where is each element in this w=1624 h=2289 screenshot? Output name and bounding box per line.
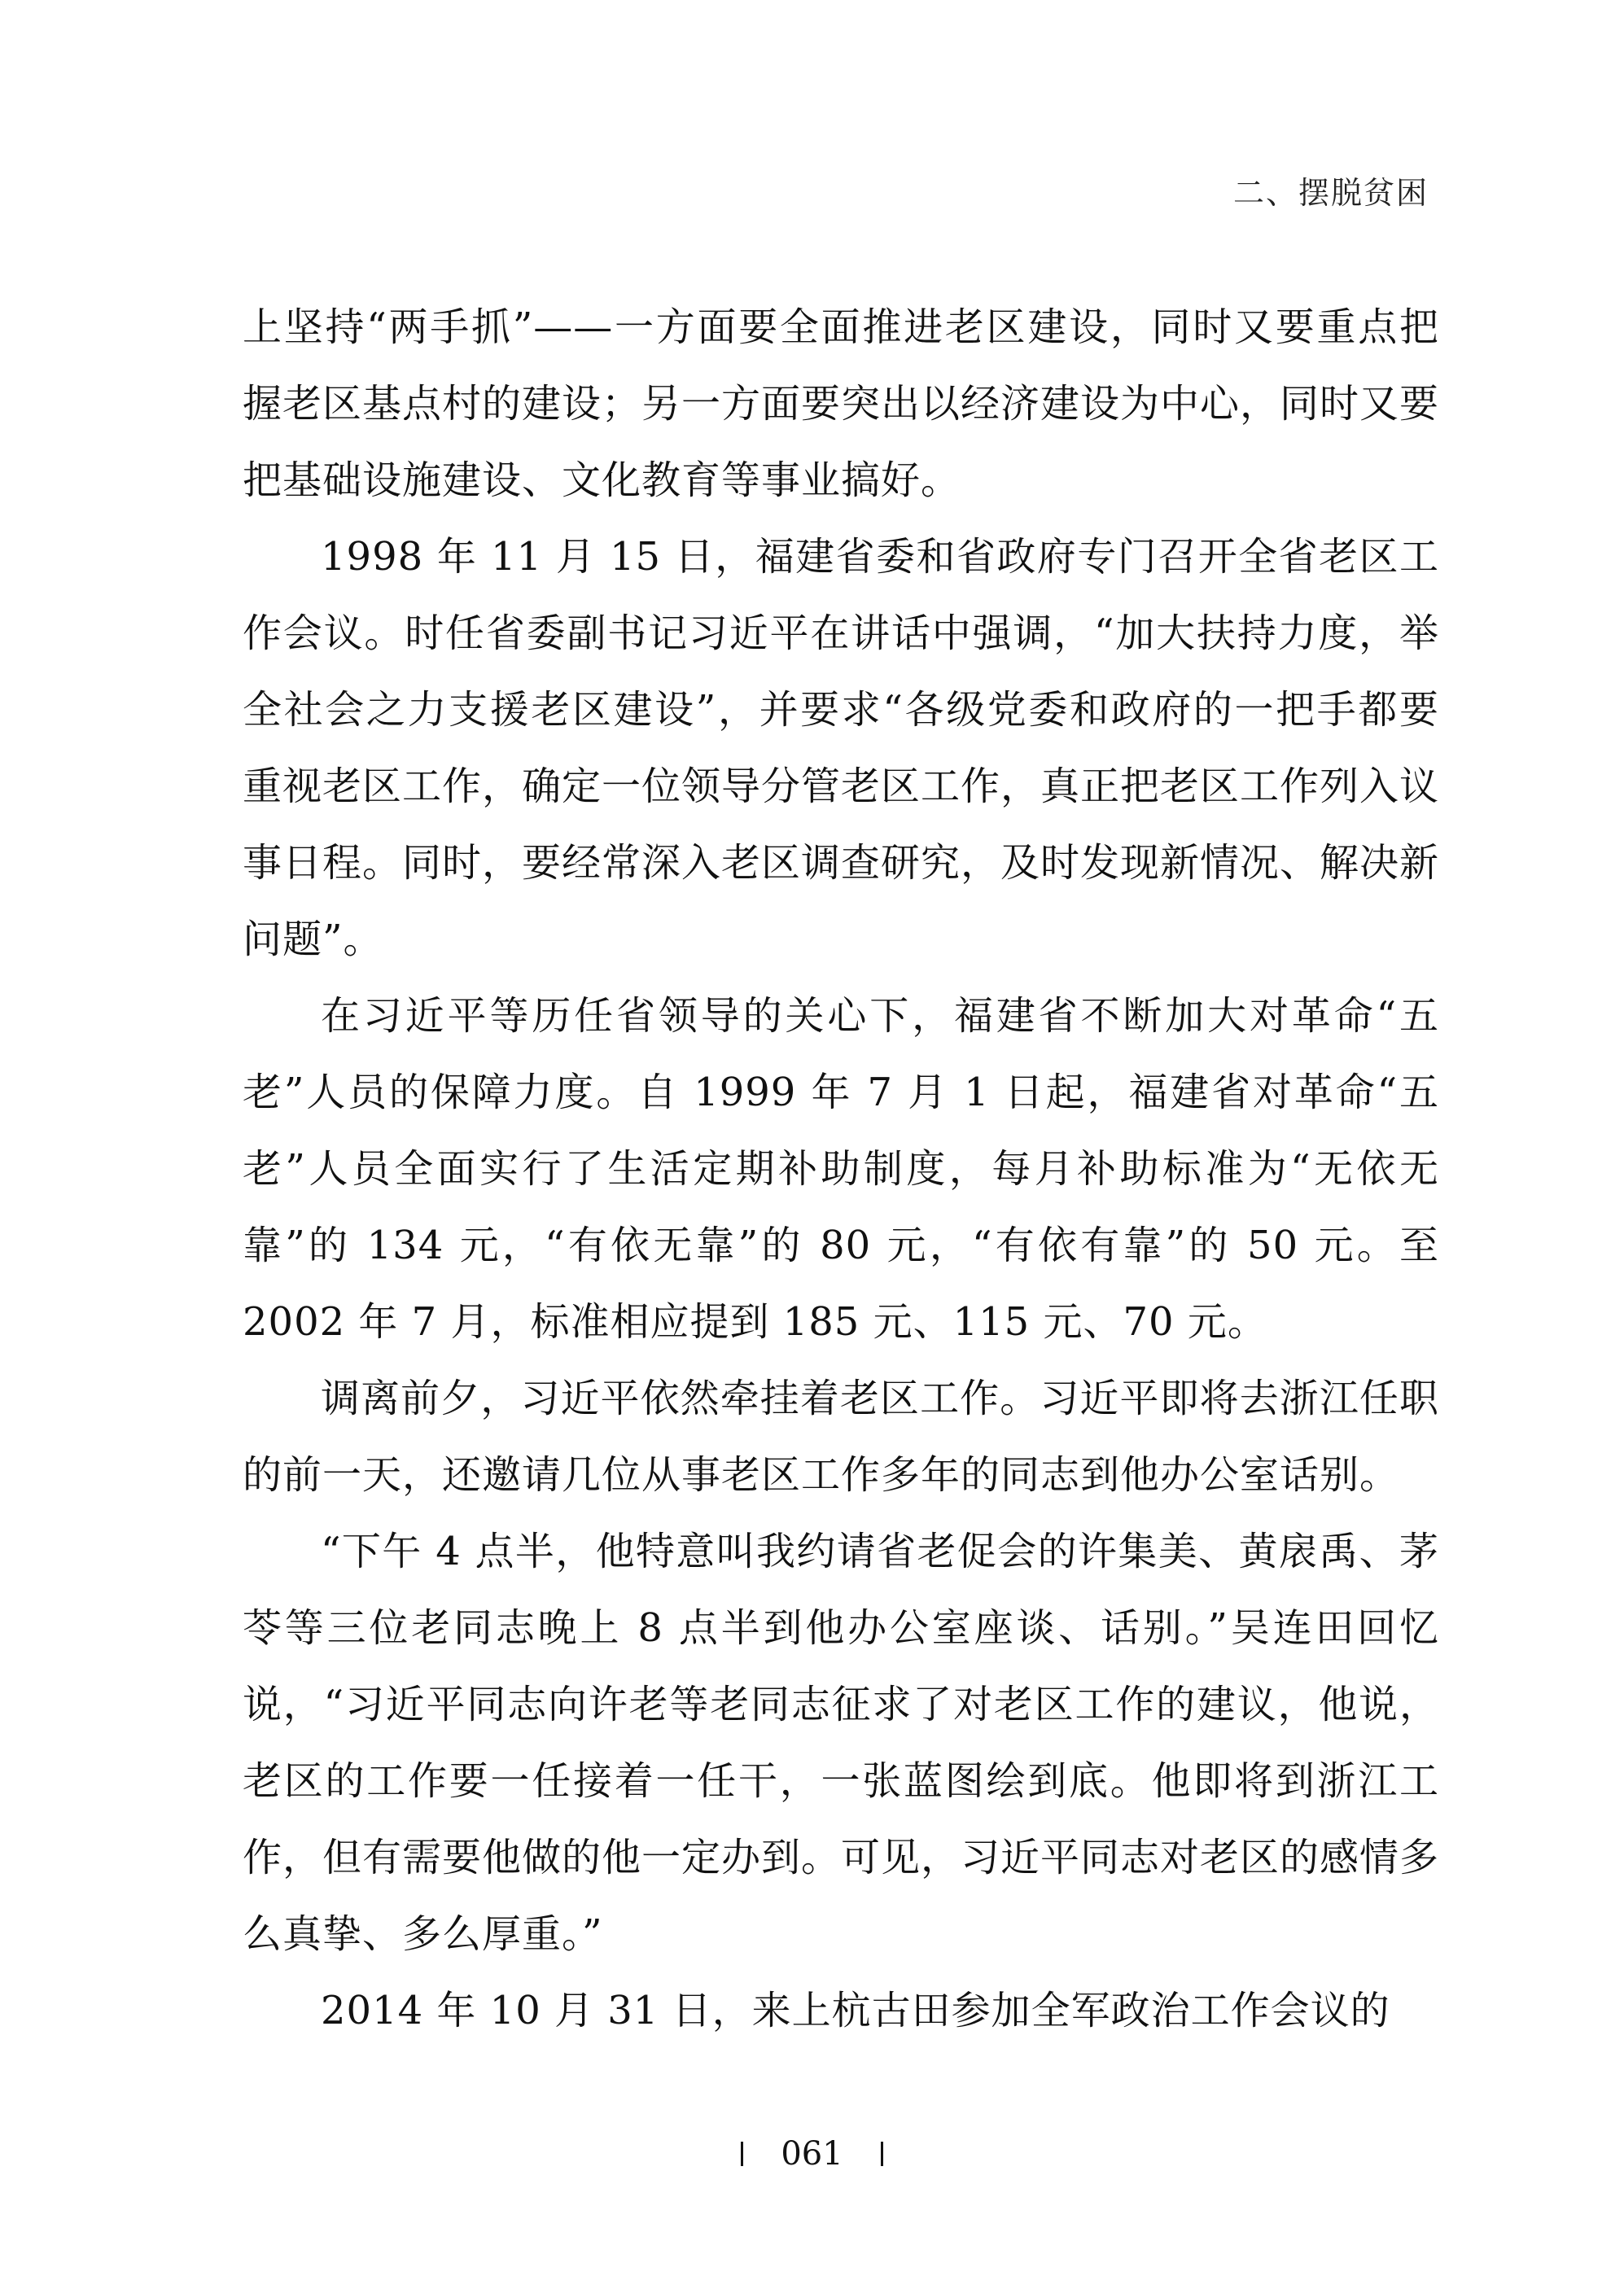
page-number-right-rule xyxy=(881,2142,883,2166)
paragraph: 1998 年 11 月 15 日，福建省委和省政府专门召开全省老区工作会议。时任省委副书记习近平在讲话中强调，“加大扶持力度，举全社会之力支援老区建设”，并要求“各级党委和政府的一把手都要重视老区工作，确定一位领导分管老区工作，真正把老区工作列入议事日程。同时，要经常深入老区调查研究，及时发现新情况、解决新问题”。 xyxy=(243,534,1440,962)
page-footer xyxy=(0,2133,1624,2173)
paragraph: 2014 年 10 月 31 日，来上杭古田参加全军政治工作会议的 xyxy=(321,1988,1390,2033)
page-number: 061 xyxy=(781,2135,843,2173)
paragraph: 调离前夕，习近平依然牵挂着老区工作。习近平即将去浙江任职的前一天，还邀请几位从事老区工作多年的同志到他办公室话别。 xyxy=(243,1376,1439,1498)
page-number-left-rule xyxy=(741,2142,743,2166)
paragraph: “下午 4 点半，他特意叫我约请省老促会的许集美、黄扆禹、茅苓等三位老同志晚上 8 点半到他办公室座谈、话别。”吴连田回忆说，“习近平同志向许老等老同志征求了对老区工作的建议，他说，老区的工作要一任接着一任干，一张蓝图绘到底。他即将到浙江工作，但有需要他做的他一定办到。可见，习近平同志对老区的感情多么真挚、多么厚重。” xyxy=(243,1529,1440,1957)
paragraph: 上坚持“两手抓”——一方面要全面推进老区建设，同时又要重点把握老区基点村的建设；另一方面要突出以经济建设为中心，同时又要把基础设施建设、文化教育等事业搞好。 xyxy=(243,304,1440,503)
paragraph: 在习近平等历任省领导的关心下，福建省不断加大对革命“五老”人员的保障力度。自 1999 年 7 月 1 日起，福建省对革命“五老”人员全面实行了生活定期补助制度，每月补助标准为“无依无靠”的 134 元，“有依无靠”的 80 元，“有依有靠”的 50 元。至 2002 年 7 月，标准相应提到 185 元、115 元、70 元。 xyxy=(243,993,1439,1345)
body-text xyxy=(243,289,1439,2049)
running-header: 二、摆脱贫困 xyxy=(1232,175,1429,211)
